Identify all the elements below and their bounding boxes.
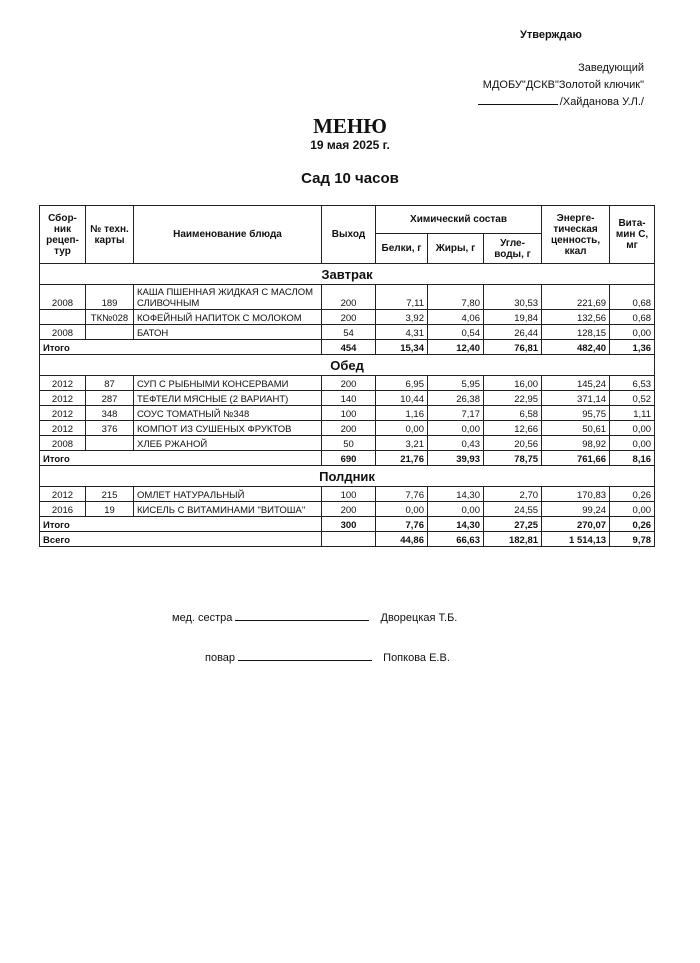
- table-row: [40, 391, 655, 406]
- collection-cell: 2012: [40, 391, 86, 406]
- fat-cell: 0,00: [428, 502, 484, 517]
- signature-name: Дворецкая Т.Б.: [380, 612, 458, 624]
- tech-card-cell: 215: [86, 487, 134, 502]
- protein-cell: 3,92: [376, 310, 428, 325]
- vitamin-cell: 1,36: [610, 340, 655, 355]
- carbs-cell: 22,95: [484, 391, 542, 406]
- dish-name-cell: КИСЕЛЬ С ВИТАМИНАМИ "ВИТОША": [134, 502, 322, 517]
- fat-cell: 7,80: [428, 285, 484, 310]
- tech-card-cell: 376: [86, 421, 134, 436]
- fat-cell: 14,30: [428, 517, 484, 532]
- header-protein: Белки, г: [376, 234, 428, 264]
- energy-cell: 145,24: [542, 376, 610, 391]
- tech-card-cell: [86, 325, 134, 340]
- carbs-cell: 27,25: [484, 517, 542, 532]
- dish-name-cell: ОМЛЕТ НАТУРАЛЬНЫЙ: [134, 487, 322, 502]
- protein-cell: 21,76: [376, 451, 428, 466]
- yield-cell: 54: [322, 325, 376, 340]
- vitamin-cell: 0,00: [610, 325, 655, 340]
- tech-card-cell: [86, 436, 134, 451]
- approval-signer: /Хайданова У.Л./: [559, 96, 644, 108]
- yield-cell: 300: [322, 517, 376, 532]
- signature-role: мед. сестра: [172, 612, 233, 624]
- header-vitamin: Вита-мин С, мг: [610, 206, 655, 264]
- table-row: [40, 487, 655, 502]
- section-title: Завтрак: [40, 264, 655, 285]
- dish-name-cell: КОФЕЙНЫЙ НАПИТОК С МОЛОКОМ: [134, 310, 322, 325]
- fat-cell: 4,06: [428, 310, 484, 325]
- carbs-cell: 26,44: [484, 325, 542, 340]
- tech-card-cell: ТК№028: [86, 310, 134, 325]
- dish-name-cell: КОМПОТ ИЗ СУШЕНЫХ ФРУКТОВ: [134, 421, 322, 436]
- carbs-cell: 19,84: [484, 310, 542, 325]
- collection-cell: 2012: [40, 376, 86, 391]
- protein-cell: 7,11: [376, 285, 428, 310]
- vitamin-cell: 0,68: [610, 310, 655, 325]
- section-total-row: [40, 517, 655, 532]
- table-row: [40, 376, 655, 391]
- approval-block: [478, 60, 644, 111]
- vitamin-cell: 0,26: [610, 487, 655, 502]
- tech-card-cell: 87: [86, 376, 134, 391]
- yield-cell: 200: [322, 376, 376, 391]
- vitamin-cell: 8,16: [610, 451, 655, 466]
- fat-cell: 39,93: [428, 451, 484, 466]
- header-dish-name: Наименование блюда: [134, 206, 322, 264]
- menu-date: 19 мая 2025 г.: [310, 138, 390, 152]
- menu-table-body: [40, 264, 655, 547]
- carbs-cell: 16,00: [484, 376, 542, 391]
- carbs-cell: 24,55: [484, 502, 542, 517]
- protein-cell: 15,34: [376, 340, 428, 355]
- section-header: [40, 264, 655, 285]
- energy-cell: 761,66: [542, 451, 610, 466]
- header-tech-card: № техн. карты: [86, 206, 134, 264]
- section-total-row: [40, 340, 655, 355]
- dish-name-cell: СУП С РЫБНЫМИ КОНСЕРВАМИ: [134, 376, 322, 391]
- dish-name-cell: БАТОН: [134, 325, 322, 340]
- tech-card-cell: 189: [86, 285, 134, 310]
- total-label: Итого: [40, 517, 322, 532]
- yield-cell: 200: [322, 502, 376, 517]
- table-row: [40, 502, 655, 517]
- energy-cell: 270,07: [542, 517, 610, 532]
- header-energy: Энерге-тическая ценность, ккал: [542, 206, 610, 264]
- fat-cell: 12,40: [428, 340, 484, 355]
- vitamin-cell: 1,11: [610, 406, 655, 421]
- protein-cell: 44,86: [376, 532, 428, 547]
- carbs-cell: 6,58: [484, 406, 542, 421]
- fat-cell: 7,17: [428, 406, 484, 421]
- energy-cell: 128,15: [542, 325, 610, 340]
- collection-cell: [40, 310, 86, 325]
- vitamin-cell: 0,00: [610, 421, 655, 436]
- tech-card-cell: 287: [86, 391, 134, 406]
- dish-name-cell: КАША ПШЕННАЯ ЖИДКАЯ С МАСЛОМ СЛИВОЧНЫМ: [134, 285, 322, 310]
- protein-cell: 10,44: [376, 391, 428, 406]
- protein-cell: 1,16: [376, 406, 428, 421]
- header-carbs: Угле-воды, г: [484, 234, 542, 264]
- energy-cell: 50,61: [542, 421, 610, 436]
- yield-cell: 200: [322, 285, 376, 310]
- protein-cell: 6,95: [376, 376, 428, 391]
- fat-cell: 0,00: [428, 421, 484, 436]
- section-total-row: [40, 451, 655, 466]
- table-row: [40, 406, 655, 421]
- protein-cell: 3,21: [376, 436, 428, 451]
- yield-cell: 100: [322, 487, 376, 502]
- collection-cell: 2008: [40, 325, 86, 340]
- header-fat: Жиры, г: [428, 234, 484, 264]
- protein-cell: 7,76: [376, 517, 428, 532]
- energy-cell: 1 514,13: [542, 532, 610, 547]
- dish-name-cell: ТЕФТЕЛИ МЯСНЫЕ (2 ВАРИАНТ): [134, 391, 322, 406]
- energy-cell: 95,75: [542, 406, 610, 421]
- dish-name-cell: СОУС ТОМАТНЫЙ №348: [134, 406, 322, 421]
- table-row: [40, 436, 655, 451]
- carbs-cell: 182,81: [484, 532, 542, 547]
- vitamin-cell: 9,78: [610, 532, 655, 547]
- grand-total-row: [40, 532, 655, 547]
- signature-nurse: [172, 608, 457, 624]
- vitamin-cell: 0,00: [610, 436, 655, 451]
- approval-organization: МДОБУ"ДСКВ"Золотой ключик": [482, 79, 644, 91]
- collection-cell: 2012: [40, 406, 86, 421]
- protein-cell: 0,00: [376, 421, 428, 436]
- yield-cell: 690: [322, 451, 376, 466]
- energy-cell: 371,14: [542, 391, 610, 406]
- table-row: [40, 325, 655, 340]
- yield-cell: 140: [322, 391, 376, 406]
- carbs-cell: 30,53: [484, 285, 542, 310]
- total-label: Итого: [40, 451, 322, 466]
- yield-cell: [322, 532, 376, 547]
- energy-cell: 132,56: [542, 310, 610, 325]
- signature-line: [478, 94, 558, 105]
- energy-cell: 221,69: [542, 285, 610, 310]
- document-title: МЕНЮ: [313, 114, 387, 138]
- energy-cell: 170,83: [542, 487, 610, 502]
- carbs-cell: 76,81: [484, 340, 542, 355]
- carbs-cell: 2,70: [484, 487, 542, 502]
- energy-cell: 99,24: [542, 502, 610, 517]
- fat-cell: 14,30: [428, 487, 484, 502]
- signature-line: [235, 608, 369, 621]
- tech-card-cell: 348: [86, 406, 134, 421]
- header-yield: Выход: [322, 206, 376, 264]
- carbs-cell: 12,66: [484, 421, 542, 436]
- signature-role: повар: [205, 652, 236, 664]
- protein-cell: 4,31: [376, 325, 428, 340]
- tech-card-cell: 19: [86, 502, 134, 517]
- signature-cook: [205, 648, 450, 664]
- section-header: [40, 355, 655, 376]
- menu-subtitle: Сад 10 часов: [301, 170, 399, 187]
- vitamin-cell: 0,52: [610, 391, 655, 406]
- collection-cell: 2012: [40, 487, 86, 502]
- collection-cell: 2008: [40, 436, 86, 451]
- protein-cell: 0,00: [376, 502, 428, 517]
- collection-cell: 2012: [40, 421, 86, 436]
- fat-cell: 66,63: [428, 532, 484, 547]
- yield-cell: 50: [322, 436, 376, 451]
- total-label: Итого: [40, 340, 322, 355]
- section-title: Обед: [40, 355, 655, 376]
- header-collection: Сбор-ник рецеп-тур: [40, 206, 86, 264]
- signature-name: Попкова Е.В.: [383, 652, 450, 664]
- fat-cell: 0,54: [428, 325, 484, 340]
- approval-signer-line: [478, 94, 644, 111]
- approval-title: Утверждаю: [520, 29, 582, 41]
- protein-cell: 7,76: [376, 487, 428, 502]
- grand-total-label: Всего: [40, 532, 322, 547]
- section-title: Полдник: [40, 466, 655, 487]
- vitamin-cell: 0,68: [610, 285, 655, 310]
- carbs-cell: 78,75: [484, 451, 542, 466]
- table-row: [40, 285, 655, 310]
- header-chemical: Химический состав: [376, 206, 542, 234]
- vitamin-cell: 0,26: [610, 517, 655, 532]
- energy-cell: 482,40: [542, 340, 610, 355]
- signature-line: [238, 648, 372, 661]
- carbs-cell: 20,56: [484, 436, 542, 451]
- yield-cell: 454: [322, 340, 376, 355]
- fat-cell: 0,43: [428, 436, 484, 451]
- fat-cell: 5,95: [428, 376, 484, 391]
- vitamin-cell: 6,53: [610, 376, 655, 391]
- section-header: [40, 466, 655, 487]
- table-row: [40, 310, 655, 325]
- fat-cell: 26,38: [428, 391, 484, 406]
- vitamin-cell: 0,00: [610, 502, 655, 517]
- table-row: [40, 421, 655, 436]
- collection-cell: 2016: [40, 502, 86, 517]
- approval-position: Заведующий: [578, 62, 644, 74]
- yield-cell: 100: [322, 406, 376, 421]
- energy-cell: 98,92: [542, 436, 610, 451]
- dish-name-cell: ХЛЕБ РЖАНОЙ: [134, 436, 322, 451]
- yield-cell: 200: [322, 310, 376, 325]
- yield-cell: 200: [322, 421, 376, 436]
- collection-cell: 2008: [40, 285, 86, 310]
- menu-table: [39, 205, 655, 547]
